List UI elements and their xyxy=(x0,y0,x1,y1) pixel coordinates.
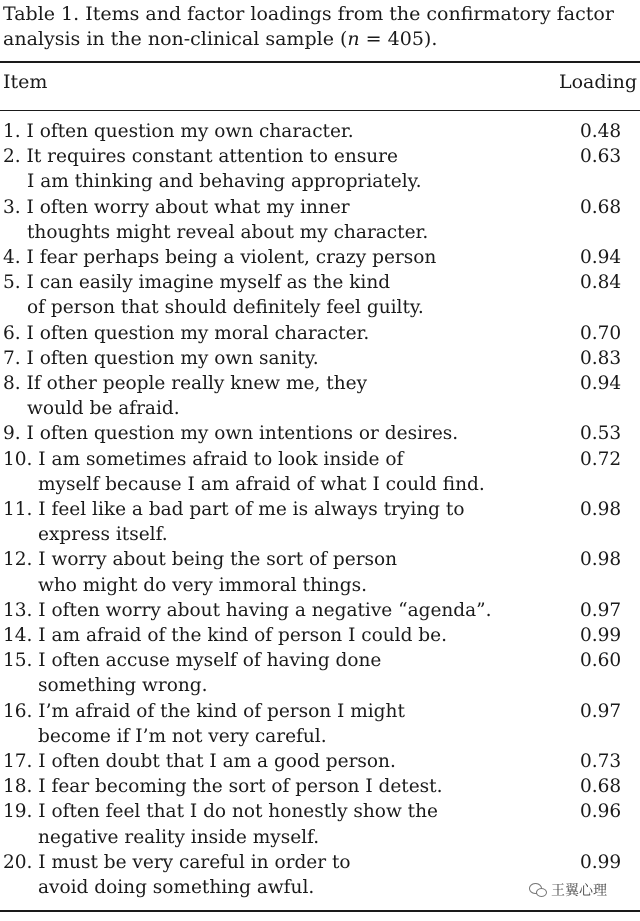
table-row xyxy=(0,749,640,774)
loading-value: 0.63 xyxy=(580,146,622,168)
item-text xyxy=(3,321,563,346)
item-line: 10. I am sometimes afraid to look inside of xyxy=(3,448,404,470)
item-text xyxy=(3,497,563,547)
table-row xyxy=(0,699,640,749)
table-row xyxy=(0,497,640,547)
table-row xyxy=(0,598,640,623)
loading-value: 0.84 xyxy=(580,272,622,294)
caption-line-1: Table 1. Items and factor loadings from the confirmatory factor xyxy=(3,3,614,25)
loading-value: 0.98 xyxy=(580,549,622,571)
loading-value: 0.96 xyxy=(580,801,622,823)
item-text xyxy=(3,547,563,597)
item-text xyxy=(3,774,563,799)
item-text xyxy=(3,749,563,774)
item-text xyxy=(3,699,563,749)
table-row xyxy=(0,144,640,194)
item-line: 9. I often question my own intentions or desires. xyxy=(3,423,459,445)
item-text xyxy=(3,144,563,194)
caption-line-2: analysis in the non-clinical sample (n = 405). xyxy=(3,28,438,50)
item-text xyxy=(3,195,563,245)
table-row xyxy=(0,119,640,144)
item-line: 8. If other people really knew me, they xyxy=(3,373,368,395)
loading-value: 0.73 xyxy=(580,751,622,773)
loading-value: 0.70 xyxy=(580,322,622,344)
table-caption xyxy=(3,2,640,52)
item-line-continued: of person that should definitely feel guilty. xyxy=(27,297,424,319)
item-line-continued: would be afraid. xyxy=(27,398,180,420)
item-line-continued: become if I’m not very careful. xyxy=(38,725,327,747)
item-text xyxy=(3,598,563,623)
loading-value: 0.68 xyxy=(580,196,622,218)
item-line: 4. I fear perhaps being a violent, crazy person xyxy=(3,247,437,269)
table-row xyxy=(0,447,640,497)
table-row xyxy=(0,195,640,245)
loading-value: 0.94 xyxy=(580,247,622,269)
item-line: 2. It requires constant attention to ensure xyxy=(3,146,398,168)
item-line: 3. I often worry about what my inner xyxy=(3,196,350,218)
item-line-continued: myself because I am afraid of what I could find. xyxy=(38,473,485,495)
item-line: 13. I often worry about having a negative “agenda”. xyxy=(3,599,492,621)
loading-value: 0.72 xyxy=(580,448,622,470)
table-row xyxy=(0,421,640,446)
item-text xyxy=(3,799,563,849)
top-rule xyxy=(0,61,640,63)
table-body xyxy=(0,119,640,900)
item-text xyxy=(3,371,563,421)
item-text xyxy=(3,850,563,900)
loading-value: 0.98 xyxy=(580,499,622,521)
loading-value: 0.48 xyxy=(580,121,622,142)
header-rule xyxy=(0,110,640,111)
table-row xyxy=(0,799,640,849)
item-line-continued: something wrong. xyxy=(38,675,208,697)
table-row xyxy=(0,648,640,698)
item-line-continued: thoughts might reveal about my character. xyxy=(27,221,429,243)
item-line: 11. I feel like a bad part of me is always trying to xyxy=(3,499,465,521)
loading-value: 0.60 xyxy=(580,650,622,672)
watermark xyxy=(529,880,607,900)
item-line: 1. I often question my own character. xyxy=(3,121,354,142)
item-line: 16. I’m afraid of the kind of person I might xyxy=(3,700,405,722)
table-row xyxy=(0,346,640,371)
column-header-loading: Loading xyxy=(559,71,638,93)
item-line: 7. I often question my own sanity. xyxy=(3,347,319,369)
loading-value: 0.94 xyxy=(580,373,622,395)
item-line: 18. I fear becoming the sort of person I detest. xyxy=(3,776,443,798)
item-text xyxy=(3,421,563,446)
table-row xyxy=(0,547,640,597)
item-line: 20. I must be very careful in order to xyxy=(3,851,351,873)
item-text xyxy=(3,447,563,497)
item-text xyxy=(3,119,563,144)
loading-value: 0.99 xyxy=(580,851,622,873)
item-line-continued: who might do very immoral things. xyxy=(38,574,367,596)
table-row xyxy=(0,270,640,320)
loading-value: 0.97 xyxy=(580,599,622,621)
item-line: 19. I often feel that I do not honestly show the xyxy=(3,801,438,823)
item-line-continued: avoid doing something awful. xyxy=(38,877,315,899)
bottom-rule xyxy=(0,910,640,912)
loading-value: 0.83 xyxy=(580,347,622,369)
item-line-continued: express itself. xyxy=(38,524,168,546)
loading-value: 0.99 xyxy=(580,625,622,647)
table-row xyxy=(0,623,640,648)
wechat-logo-icon xyxy=(529,883,547,897)
item-text xyxy=(3,623,563,648)
item-line-continued: I am thinking and behaving appropriately. xyxy=(27,171,422,193)
item-line: 15. I often accuse myself of having done xyxy=(3,650,382,672)
watermark-text: 王翼心理 xyxy=(551,883,607,899)
item-line: 14. I am afraid of the kind of person I could be. xyxy=(3,625,447,647)
loading-value: 0.68 xyxy=(580,776,622,798)
item-line-continued: negative reality inside myself. xyxy=(38,826,320,848)
item-text xyxy=(3,245,563,270)
item-line: 12. I worry about being the sort of person xyxy=(3,549,398,571)
item-line: 6. I often question my moral character. xyxy=(3,322,370,344)
item-text xyxy=(3,648,563,698)
column-header-item: Item xyxy=(3,71,48,93)
loading-value: 0.97 xyxy=(580,700,622,722)
table-row xyxy=(0,774,640,799)
table-row xyxy=(0,245,640,270)
table-row xyxy=(0,371,640,421)
table-row xyxy=(0,321,640,346)
loading-value: 0.53 xyxy=(580,423,622,445)
item-line: 5. I can easily imagine myself as the kind xyxy=(3,272,391,294)
item-line: 17. I often doubt that I am a good person. xyxy=(3,751,396,773)
item-text xyxy=(3,346,563,371)
item-text xyxy=(3,270,563,320)
